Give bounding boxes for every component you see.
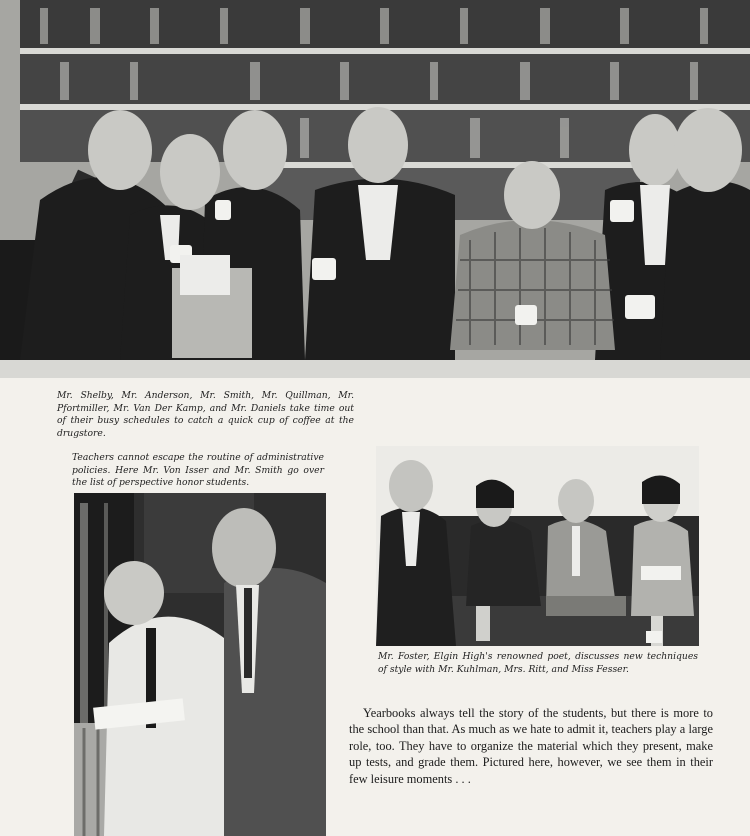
drugstore-photo — [0, 0, 750, 378]
administrative-caption: Teachers cannot escape the routine of administrative policies. Here Mr. Von Isser and Mr. Smith go over the list of perspective honor students. — [72, 452, 324, 489]
admin-photo — [74, 493, 326, 836]
drugstore-scene — [0, 0, 750, 378]
poet-caption: Mr. Foster, Elgin High's renowned poet, discusses new techniques of style with Mr. Kuhlman, Mrs. Ritt, and Miss Fesser. — [378, 651, 698, 675]
drugstore-caption: Mr. Shelby, Mr. Anderson, Mr. Smith, Mr. Quillman, Mr. Pfortmiller, Mr. Van Der Kamp, and Mr. Daniels take time out of their busy schedules to catch a quick cup of coffee at the drugstore. — [57, 390, 354, 439]
intro-paragraph: Yearbooks always tell the story of the students, but there is more to the school than that. As much as we hate to admit it, teachers play a large role, too. They have to organize the material which they present, make up tests, and grade them. Pictured here, however, we see them in their few leisure moments . . . — [349, 706, 713, 786]
admin-scene — [74, 493, 326, 836]
couch-photo — [376, 446, 699, 646]
couch-scene — [376, 446, 699, 646]
